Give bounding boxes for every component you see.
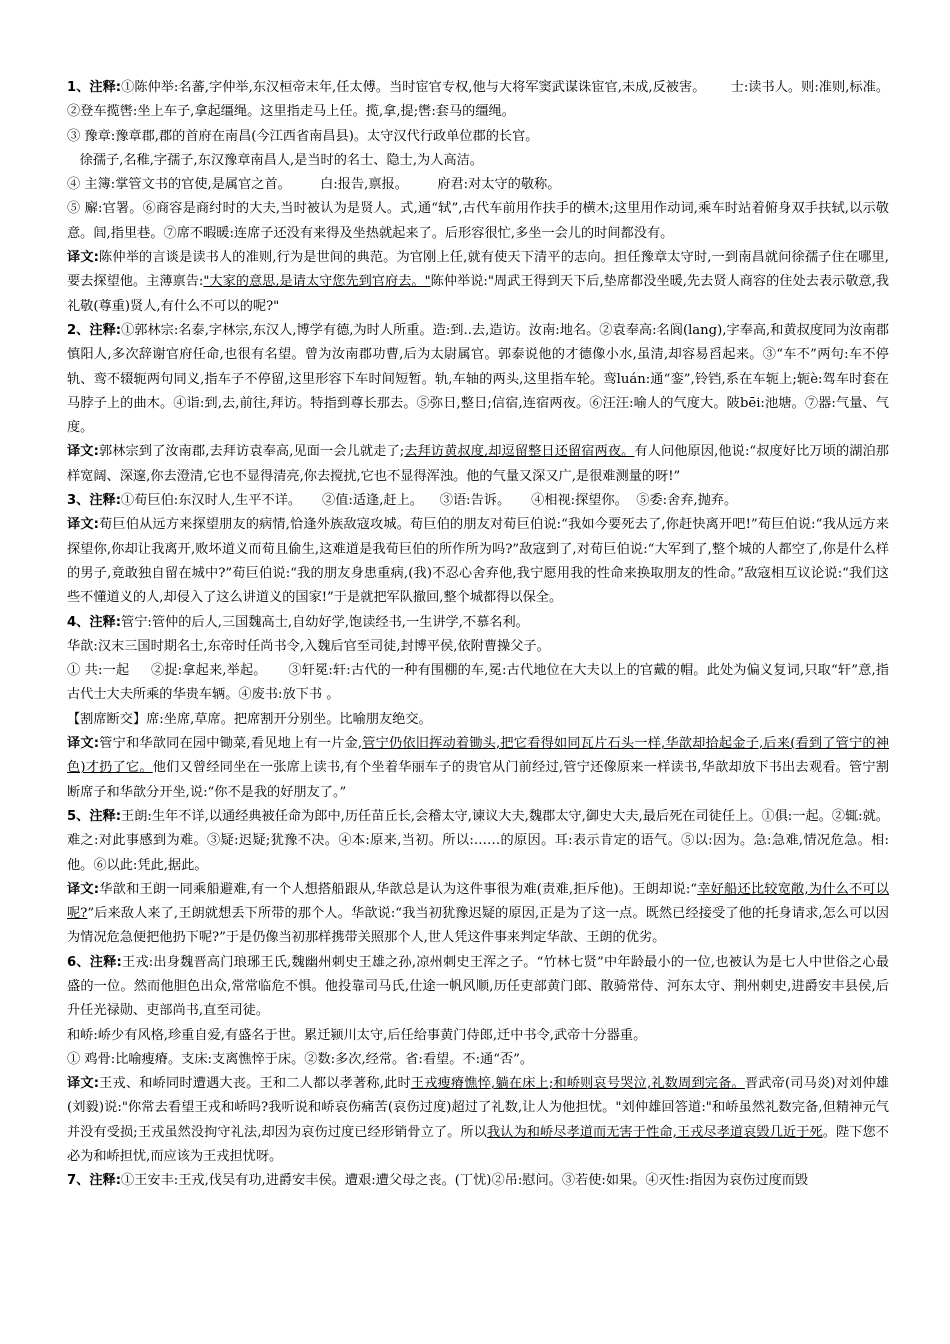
text-run: ① 鸡骨:比喻瘦瘠。支床:支离憔悴于床。②数:多次,经常。省:看望。不:通“否”。 <box>67 1051 534 1067</box>
text-run: 。陛下您不必为和峤担忧,而应该为王戎担忧呀。 <box>67 1124 889 1165</box>
section-label: 译文: <box>67 881 100 897</box>
paragraph <box>67 659 889 708</box>
section-label: 1、注释: <box>67 80 122 95</box>
text-run: 陈仲举的言谈是读书人的准则,行为是世间的典范。为官刚上任,就有使天下清平的志向。担任豫章太守时,一到南昌就问徐孺子住在哪里,要去探望他。主薄禀告: <box>67 250 889 290</box>
text-run: ”后来敌人来了,王朗就想丢下所带的那个人。华歆说:“我当初犹豫迟疑的原因,正是为了这一点。既然已经接受了他的托身请求,怎么可以因为情况危急便把他扔下呢?”于是仍像当初那样携带关照那个人,世人凭这件事来判定华歆、王朗的优劣。 <box>67 906 889 946</box>
paragraph <box>67 513 889 610</box>
underlined-text: 王戎瘦瘠憔悴,躺在床上;和峤则哀号哭泣,礼数周到完备。 <box>410 1076 745 1092</box>
underlined-text: 我认为和峤尽孝道而无害于性命,王戎尽孝道哀毁几近于死 <box>486 1124 823 1140</box>
text-run: 王朗:生年不详,以通经典被任命为郎中,历任苗丘长,会稽太守,谏议大夫,魏郡太守,御史大夫,最后死在司徒任上。①俱:一起。②辄:就。难之:对此事感到为难。③疑:迟疑;犹豫不决。④本:原来,当初。所以:……的原因。耳:表示肯定的语气。⑤以:因为。急:急难,情况危急。相:他。⑥以此:凭此,据此。 <box>67 808 889 873</box>
text-run: 华歆和王朗一同乘船避难,有一个人想搭船跟从,华歆总是认为这件事很为难(责难,拒斥他)。王朗却说:“ <box>99 881 698 897</box>
section-label: 4、注释: <box>67 614 122 630</box>
section-label: 5、注释: <box>67 808 122 824</box>
underlined-text: 幸好船还比较宽敞,为什么不可以呢? <box>67 881 890 922</box>
text-run: ①王安丰:王戎,伐吴有功,进爵安丰侯。遭艰:遭父母之丧。(丁忧)②吊:慰问。③若使:如果。④灭性:指因为哀伤过度而毁 <box>121 1173 809 1189</box>
underlined-text: "大家的意思,是请太守您先到官府去。" <box>203 274 431 290</box>
paragraph <box>67 149 889 173</box>
section-label: 译文: <box>67 517 99 533</box>
text-run: 徐孺子,名稚,字孺子,东汉豫章南昌人,是当时的名士、隐士,为人高洁。 <box>67 152 483 168</box>
text-run: ⑤ 廨:官署。⑥商容是商纣时的大夫,当时被认为是贤人。式,通“轼”,古代车前用作扶手的横木;这里用作动词,乘车时站着俯身双手扶轼,以示敬意。闾,指里巷。⑦席不暇暖:连席子还没有来得及坐热就起来了。后形容很忙,多坐一会儿的时间都没有。 <box>67 201 889 241</box>
text-run: ④ 主簿:掌管文书的官使,是属官之首。 白:报告,禀报。 府君:对太守的敬称。 <box>67 177 561 193</box>
text-run: 管宁:管仲的后人,三国魏高士,自幼好学,饱读经书,一生讲学,不慕名利。 <box>121 614 529 630</box>
section-label: 7、注释: <box>67 1173 122 1189</box>
paragraph <box>67 1072 889 1169</box>
text-run: 郭林宗到了汝南郡,去拜访袁奉高,见面一会儿就走了; <box>98 444 405 460</box>
text-run: 管宁和华歆同在园中锄菜,看见地上有一片金, <box>99 736 363 752</box>
section-label: 2、注释: <box>67 322 122 338</box>
text-run: ①陈仲举:名蕃,字仲举,东汉桓帝末年,任太傅。当时宦官专权,他与大将军窦武谋诛宦官,未成,反被害。 士:读书人。则:准则,标准。②登车揽辔:坐上车子,拿起缰绳。这里指走马上任。揽,拿,提;辔:套马的缰绳。 <box>67 80 890 120</box>
text-run: 荀巨伯从远方来探望朋友的病情,恰逢外族敌寇攻城。荀巨伯的朋友对荀巨伯说:“我如今要死去了,你赶快离开吧!”荀巨伯说:“我从远方来探望你,你却让我离开,败坏道义而荀且偷生,这难道是我荀巨伯的所作所为吗?”敌寇到了,对荀巨伯说:“大军到了,整个城的人都空了,你是什么样的男子,竟敢独自留在城中?”荀巨伯说:“我的朋友身患重病,(我)不忍心舍弃他,我宁愿用我的性命来换取朋友的性命。”敌寇相互议论说:“我们这些不懂道义的人,却侵入了这么讲道义的国家!”于是就把军队撤回,整个城都得以保全。 <box>67 517 889 606</box>
paragraph <box>67 76 889 125</box>
paragraph <box>67 246 889 319</box>
text-run: 晋武帝(司马炎)对刘仲雄(刘毅)说:"你常去看望王戎和峤吗?我听说和峤哀伤痛苦(哀伤过度)超过了礼数,让人为他担忧。"刘仲雄回答道:"和峤虽然礼数完备,但精神元气并没有受损;王戎虽然没拘守礼法,却因为哀伤过度已经形销骨立了。所以 <box>67 1076 889 1140</box>
paragraph <box>67 1169 889 1193</box>
text-run: 有人问他原因,他说:“叔度好比万顷的湖泊那样宽阔、深邃,你去澄清,它也不显得清亮,你去搅扰,它也不显得浑浊。他的气量又深又广,是很难测量的呀!” <box>67 444 889 484</box>
text-run: ③ 豫章:豫章郡,郡的首府在南昌(今江西省南昌县)。太守汉代行政单位郡的长官。 <box>67 128 539 144</box>
paragraph <box>67 125 889 149</box>
paragraph <box>67 197 889 246</box>
paragraph <box>67 489 889 513</box>
section-label: 译文: <box>67 1076 99 1092</box>
section-label: 译文: <box>67 250 99 266</box>
underlined-text: 管宁仍依旧挥动着锄头,把它看得如同瓦片石头一样,华歆却拾起金子,后来(看到了管宁的神色)才扔了它。 <box>67 736 889 776</box>
text-run: 【割席断交】席:坐席,草席。把席割开分别坐。比喻朋友绝交。 <box>67 711 432 727</box>
paragraph <box>67 319 889 440</box>
paragraph <box>67 635 889 659</box>
text-run: 他们又曾经同坐在一张席上读书,有个坐着华丽车子的贵官从门前经过,管宁还像原来一样读书,华歆却放下书出去观看。管宁割断席子和华歆分开坐,说:“你不是我的好朋友了。” <box>67 760 889 800</box>
paragraph <box>67 440 889 489</box>
text-run: 王戎、和峤同时遭遇大丧。王和二人都以孝著称,此时 <box>99 1076 411 1092</box>
document-body <box>67 76 889 1194</box>
section-label: 6、注释: <box>67 954 122 970</box>
paragraph <box>67 708 889 732</box>
paragraph <box>67 732 889 805</box>
text-run: ①荀巨伯:东汉时人,生平不详。 ②值:适逢,赶上。 ③语:告诉。 ④相视:探望你。 ⑤委:舍弃,抛弃。 <box>121 493 738 509</box>
paragraph <box>67 951 889 1024</box>
paragraph <box>67 1024 889 1048</box>
paragraph <box>67 611 889 635</box>
section-label: 3、注释: <box>67 493 122 509</box>
text-run: 王戎:出身魏晋高门琅琊王氏,魏幽州刺史王雄之孙,凉州刺史王浑之子。“竹林七贤”中年龄最小的一位,也被认为是七人中世俗之心最盛的一位。然而他胆色出众,常常临危不惧。他投靠司马氏,仕途一帆风顺,历任吏部黄门郎、散骑常侍、河东太守、荆州刺史,进爵安丰县侯,后升任光禄勋、吏部尚书,直至司徒。 <box>67 954 889 1019</box>
section-label: 译文: <box>67 444 99 460</box>
text-run: 陈仲举说:"周武王得到天下后,垫席都没坐暖,先去贤人商容的住处去表示敬意,我礼敬(尊重)贤人,有什么不可以的呢?" <box>67 274 889 314</box>
text-run: ①郭林宗:名泰,字林宗,东汉人,博学有德,为时人所重。造:到..去,造访。汝南:地名。②袁奉高:名阆(lang),字奉高,和黄叔度同为汝南郡慎阳人,多次辞谢官府任命,也很有名望。曾为汝南郡功曹,后为太尉属官。郭泰说他的才德像小水,虽清,却容易舀起来。③“车不”两句:车不停轨、鸾不辍轭两句同义,指车子不停留,这里形容下车时间短暂。轨,车轴的两头,这里指车轮。鸾luán:通“銮”,铃铛,系在车轭上;轭è:驾车时套在马脖子上的曲木。④诣:到,去,前往,拜访。特指到尊长那去。⑤弥日,整日;信宿,连宿两夜。⑥汪汪:喻人的气度大。陂bēi:池塘。⑦器:气量、气度。 <box>67 322 889 436</box>
paragraph <box>67 1048 889 1072</box>
paragraph <box>67 878 889 951</box>
text-run: 华歆:汉末三国时期名士,东帝时任尚书令,入魏后官至司徒,封博平侯,依附曹操父子。 <box>67 638 550 654</box>
text-run: 和峤:峤少有风格,珍重自爱,有盛名于世。累迁颍川太守,后任给事黄门侍郎,迁中书令,武帝十分器重。 <box>67 1027 647 1043</box>
underlined-text: 去拜访黄叔度,却逗留整日还留宿两夜。 <box>404 444 635 460</box>
text-run: ① 共:一起 ②捉:拿起来,举起。 ③轩冕:轩:古代的一种有围棚的车,冕:古代地位在大夫以上的官戴的帽。此处为偏义复词,只取“轩”意,指古代士大夫所乘的华贵车辆。④废书:放下书 。 <box>67 663 889 703</box>
paragraph <box>67 173 889 197</box>
paragraph <box>67 805 889 878</box>
section-label: 译文: <box>67 736 100 752</box>
